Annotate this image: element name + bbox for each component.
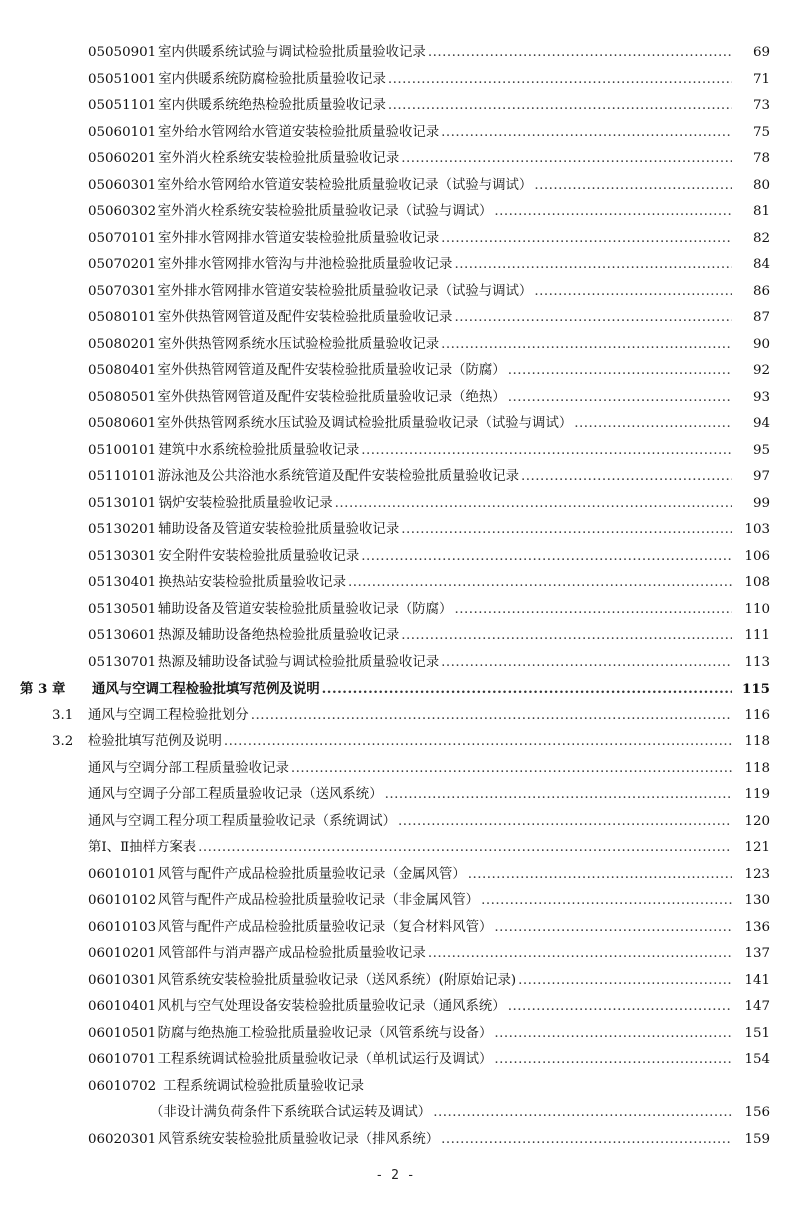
dot-leader xyxy=(494,1047,732,1074)
toc-entry-title: 检验批填写范例及说明 xyxy=(88,734,222,749)
toc-entry-title: 室内供暖系统绝热检验批质量验收记录 xyxy=(158,98,386,113)
toc-page-number: 73 xyxy=(752,98,770,113)
toc-entry[interactable] xyxy=(0,385,790,412)
toc-entry-number: 05051101 xyxy=(88,98,157,113)
toc-entry[interactable] xyxy=(0,544,790,571)
toc-entry[interactable] xyxy=(0,968,790,995)
toc-entry-number: 05080401 xyxy=(88,363,157,378)
toc-page-number: 120 xyxy=(744,813,770,829)
toc-entry[interactable] xyxy=(0,1047,790,1074)
dot-leader xyxy=(428,40,732,67)
table-of-contents xyxy=(0,40,790,1153)
toc-entry[interactable] xyxy=(0,199,790,226)
toc-page-number: 154 xyxy=(744,1052,770,1067)
toc-entry-title: 通风与空调工程分项工程质量验收记录（系统调试） xyxy=(88,813,396,829)
dot-leader xyxy=(494,915,732,942)
toc-entry-title: 室内供暖系统防腐检验批质量验收记录 xyxy=(158,71,386,87)
toc-entry-number: 06010101 xyxy=(88,866,157,882)
toc-page-number: 80 xyxy=(752,177,770,193)
toc-entry-number: 06020301 xyxy=(88,1131,157,1147)
toc-entry-number: 05130401 xyxy=(88,575,157,590)
dot-leader xyxy=(398,809,732,836)
toc-entry-number: 05070101 xyxy=(88,230,157,246)
toc-entry-number: 05110101 xyxy=(88,469,157,484)
toc-entry[interactable] xyxy=(0,305,790,332)
toc-entry-number: 05070201 xyxy=(88,257,157,272)
toc-page-number: 86 xyxy=(752,283,770,299)
toc-entry-title: 室内供暖系统试验与调试检验批质量验收记录 xyxy=(158,45,426,60)
toc-entry-title: 室外供热管网管道及配件安装检验批质量验收记录（防腐） xyxy=(157,363,506,378)
dot-leader xyxy=(291,756,732,783)
toc-page-number: 95 xyxy=(752,442,770,458)
toc-entry-title: 通风与空调工程检验批填写范例及说明 xyxy=(92,681,320,697)
toc-page-number: 94 xyxy=(752,416,770,431)
toc-entry[interactable] xyxy=(0,570,790,597)
dot-leader xyxy=(454,305,732,332)
toc-entry[interactable] xyxy=(0,358,790,385)
toc-page-number: 119 xyxy=(744,787,770,802)
dot-leader xyxy=(441,226,732,253)
toc-entry-number: 05080501 xyxy=(88,389,157,405)
toc-entry[interactable] xyxy=(0,915,790,942)
dot-leader xyxy=(224,729,732,756)
toc-entry-title: 室外供热管网管道及配件安装检验批质量验收记录 xyxy=(157,310,453,325)
toc-entry-number: 05051001 xyxy=(88,71,157,87)
toc-entry-title: 室外供热管网系统水压试验检验批质量验收记录 xyxy=(157,336,440,352)
toc-page-number: 75 xyxy=(752,124,770,140)
toc-entry-number: 06010102 xyxy=(88,893,157,908)
toc-chapter[interactable] xyxy=(0,676,790,703)
toc-entry[interactable] xyxy=(0,67,790,94)
toc-page-number: 159 xyxy=(744,1131,770,1147)
dot-leader xyxy=(508,994,732,1021)
toc-entry[interactable] xyxy=(0,1021,790,1048)
toc-entry[interactable] xyxy=(0,173,790,200)
toc-page-number: 92 xyxy=(752,363,770,378)
toc-page-number: 99 xyxy=(752,495,770,511)
toc-entry-number: 05130501 xyxy=(88,601,157,617)
toc-entry-number: 05130601 xyxy=(88,628,157,643)
toc-entry-title: 室外供热管网系统水压试验及调试检验批质量验收记录（试验与调试） xyxy=(157,416,573,431)
toc-page-number: 147 xyxy=(744,999,770,1014)
toc-entry-title: 室外消火栓系统安装检验批质量验收记录（试验与调试） xyxy=(157,204,493,219)
toc-entry[interactable] xyxy=(0,517,790,544)
toc-page-number: 141 xyxy=(744,972,770,988)
dot-leader xyxy=(198,835,732,862)
toc-entry-number: 05070301 xyxy=(88,283,157,299)
toc-page-number: 81 xyxy=(752,204,770,219)
toc-page-number: 87 xyxy=(752,310,770,325)
toc-entry-number: 05130301 xyxy=(88,548,157,564)
toc-entry-number: 05060301 xyxy=(88,177,157,193)
dot-leader xyxy=(494,1021,732,1048)
toc-page-number: 78 xyxy=(752,151,770,166)
toc-entry[interactable] xyxy=(0,40,790,67)
toc-page-number: 71 xyxy=(752,71,770,87)
dot-leader xyxy=(401,623,732,650)
dot-leader xyxy=(322,676,732,703)
toc-entry[interactable] xyxy=(0,1074,790,1101)
toc-entry-number: 06010301 xyxy=(88,972,157,988)
toc-entry-number: 06010702 xyxy=(88,1078,157,1094)
toc-page-number: 106 xyxy=(744,548,770,564)
dot-leader xyxy=(348,570,732,597)
toc-entry[interactable] xyxy=(0,226,790,253)
toc-entry-title: 室外给水管网给水管道安装检验批质量验收记录（试验与调试） xyxy=(157,177,533,193)
toc-page-number: 90 xyxy=(752,336,770,352)
dot-leader xyxy=(518,968,732,995)
toc-entry-number: 05130701 xyxy=(88,654,157,670)
toc-page-number: 156 xyxy=(744,1105,770,1120)
toc-entry-title: 锅炉安装检验批质量验收记录 xyxy=(158,495,333,511)
toc-entry-title: 风管与配件产成品检验批质量验收记录（非金属风管） xyxy=(157,893,480,908)
dot-leader xyxy=(361,544,732,571)
toc-page-number: 118 xyxy=(744,734,770,749)
dot-leader xyxy=(361,438,732,465)
toc-entry-number: 3.1 xyxy=(52,707,74,723)
dot-leader xyxy=(385,782,732,809)
toc-entry-title: 室外给水管网给水管道安装检验批质量验收记录 xyxy=(157,124,440,140)
toc-entry-title: 室外排水管网排水管沟与井池检验批质量验收记录 xyxy=(157,257,453,272)
toc-entry[interactable] xyxy=(0,146,790,173)
dot-leader xyxy=(481,888,732,915)
dot-leader xyxy=(574,411,732,438)
toc-page-number: 103 xyxy=(744,522,770,537)
dot-leader xyxy=(388,93,732,120)
toc-entry-title: 通风与空调工程检验批划分 xyxy=(88,707,249,723)
toc-entry-title: （非设计满负荷条件下系统联合试运转及调试） xyxy=(150,1105,432,1120)
toc-entry[interactable] xyxy=(0,862,790,889)
toc-page-number: 111 xyxy=(744,628,770,643)
toc-entry[interactable] xyxy=(0,332,790,359)
toc-entry[interactable] xyxy=(0,464,790,491)
toc-entry-number: 05080101 xyxy=(88,310,157,325)
toc-entry-title: 通风与空调子分部工程质量验收记录（送风系统） xyxy=(88,787,383,802)
toc-entry-title: 辅助设备及管道安装检验批质量验收记录 xyxy=(158,522,400,537)
toc-entry-title: 工程系统调试检验批质量验收记录 xyxy=(163,1078,365,1094)
toc-entry-title: 风管系统安装检验批质量验收记录（排风系统） xyxy=(157,1131,440,1147)
page-number: - 2 - xyxy=(375,1168,415,1183)
dot-leader xyxy=(521,464,732,491)
toc-entry[interactable] xyxy=(0,597,790,624)
toc-entry-title: 室外排水管网排水管道安装检验批质量验收记录（试验与调试） xyxy=(157,283,533,299)
toc-page-number: 69 xyxy=(752,45,770,60)
toc-entry[interactable] xyxy=(0,411,790,438)
toc-entry[interactable] xyxy=(0,1100,790,1127)
toc-entry[interactable] xyxy=(0,1127,790,1154)
toc-page-number: 123 xyxy=(744,866,770,882)
toc-entry-number: 06010501 xyxy=(88,1025,157,1041)
toc-entry-number: 05060201 xyxy=(88,151,157,166)
toc-entry[interactable] xyxy=(0,782,790,809)
toc-entry-number: 06010201 xyxy=(88,946,157,961)
dot-leader xyxy=(441,650,732,677)
dot-leader xyxy=(441,120,732,147)
dot-leader xyxy=(534,173,732,200)
toc-entry-number: 05130101 xyxy=(88,495,157,511)
toc-entry-number: 3.2 xyxy=(52,734,74,749)
toc-entry-title: 游泳池及公共浴池水系统管道及配件安装检验批质量验收记录 xyxy=(157,469,519,484)
toc-page-number: 130 xyxy=(744,893,770,908)
toc-entry-number: 05060101 xyxy=(88,124,157,140)
toc-entry-title: 风管与配件产成品检验批质量验收记录（金属风管） xyxy=(157,866,466,882)
dot-leader xyxy=(454,597,732,624)
toc-entry-number: 06010103 xyxy=(88,919,157,935)
dot-leader xyxy=(534,279,732,306)
dot-leader xyxy=(441,332,732,359)
toc-entry[interactable] xyxy=(0,888,790,915)
toc-entry[interactable] xyxy=(0,835,790,862)
toc-entry[interactable] xyxy=(0,491,790,518)
toc-page-number: 136 xyxy=(744,919,770,935)
toc-entry-title: 第Ⅰ、Ⅱ抽样方案表 xyxy=(88,840,197,855)
toc-entry-title: 热源及辅助设备试验与调试检验批质量验收记录 xyxy=(157,654,440,670)
toc-page-number: 93 xyxy=(752,389,770,405)
toc-entry[interactable] xyxy=(0,809,790,836)
dot-leader xyxy=(388,67,732,94)
dot-leader xyxy=(401,517,732,544)
toc-entry-title: 通风与空调分部工程质量验收记录 xyxy=(88,760,289,776)
toc-entry-title: 风管与配件产成品检验批质量验收记录（复合材料风管） xyxy=(157,919,493,935)
toc-page-number: 84 xyxy=(752,257,770,272)
toc-entry-title: 热源及辅助设备绝热检验批质量验收记录 xyxy=(158,628,400,643)
toc-entry-number: 05100101 xyxy=(88,442,157,458)
toc-entry-number: 06010401 xyxy=(88,999,157,1014)
toc-section[interactable] xyxy=(0,729,790,756)
dot-leader xyxy=(454,252,732,279)
toc-entry-number: 05080201 xyxy=(88,336,157,352)
toc-entry-title: 室外消火栓系统安装检验批质量验收记录 xyxy=(158,151,400,166)
toc-entry[interactable] xyxy=(0,438,790,465)
toc-entry-number: 06010701 xyxy=(88,1052,157,1067)
toc-entry-title: 室外排水管网排水管道安装检验批质量验收记录 xyxy=(157,230,440,246)
toc-entry-title: 安全附件安装检验批质量验收记录 xyxy=(158,548,360,564)
toc-entry-title: 辅助设备及管道安装检验批质量验收记录（防腐） xyxy=(157,601,453,617)
dot-leader xyxy=(335,491,732,518)
toc-entry[interactable] xyxy=(0,120,790,147)
toc-entry-number: 05060302 xyxy=(88,204,157,219)
toc-entry-number: 05050901 xyxy=(88,45,157,60)
toc-entry[interactable] xyxy=(0,941,790,968)
toc-page-number: 151 xyxy=(744,1025,770,1041)
dot-leader xyxy=(251,703,732,730)
toc-entry-title: 换热站安装检验批质量验收记录 xyxy=(158,575,346,590)
toc-entry-title: 风管系统安装检验批质量验收记录（送风系统）(附原始记录) xyxy=(157,972,517,988)
dot-leader xyxy=(468,862,732,889)
toc-entry[interactable] xyxy=(0,756,790,783)
toc-entry-title: 防腐与绝热施工检验批质量验收记录（风管系统与设备） xyxy=(157,1025,493,1041)
toc-entry[interactable] xyxy=(0,994,790,1021)
dot-leader xyxy=(508,358,732,385)
toc-page-number: 82 xyxy=(752,230,770,246)
toc-entry-title: 室外供热管网管道及配件安装检验批质量验收记录（绝热） xyxy=(157,389,506,405)
toc-page-number: 121 xyxy=(744,840,770,855)
dot-leader xyxy=(441,1127,732,1154)
toc-entry-title: 建筑中水系统检验批质量验收记录 xyxy=(158,442,360,458)
toc-entry[interactable] xyxy=(0,93,790,120)
dot-leader xyxy=(433,1100,732,1127)
toc-entry-title: 工程系统调试检验批质量验收记录（单机试运行及调试） xyxy=(157,1052,493,1067)
dot-leader xyxy=(494,199,732,226)
toc-entry-title: 风管部件与消声器产成品检验批质量验收记录 xyxy=(158,946,426,961)
toc-entry[interactable] xyxy=(0,279,790,306)
toc-entry-number: 05130201 xyxy=(88,522,157,537)
toc-section[interactable] xyxy=(0,703,790,730)
toc-page-number: 118 xyxy=(744,760,770,776)
toc-entry[interactable] xyxy=(0,650,790,677)
dot-leader xyxy=(401,146,732,173)
toc-page-number: 116 xyxy=(744,707,770,723)
toc-page-number: 108 xyxy=(744,575,770,590)
toc-entry-title: 风机与空气处理设备安装检验批质量验收记录（通风系统） xyxy=(157,999,506,1014)
toc-entry-number: 第 3 章 xyxy=(20,681,66,697)
toc-entry[interactable] xyxy=(0,623,790,650)
toc-page-number: 137 xyxy=(744,946,770,961)
dot-leader xyxy=(428,941,732,968)
toc-page-number: 97 xyxy=(752,469,770,484)
toc-page-number: 115 xyxy=(742,681,770,697)
toc-page-number: 110 xyxy=(744,601,770,617)
toc-page-number: 113 xyxy=(744,654,770,670)
toc-entry[interactable] xyxy=(0,252,790,279)
dot-leader xyxy=(508,385,732,412)
toc-entry-number: 05080601 xyxy=(88,416,157,431)
